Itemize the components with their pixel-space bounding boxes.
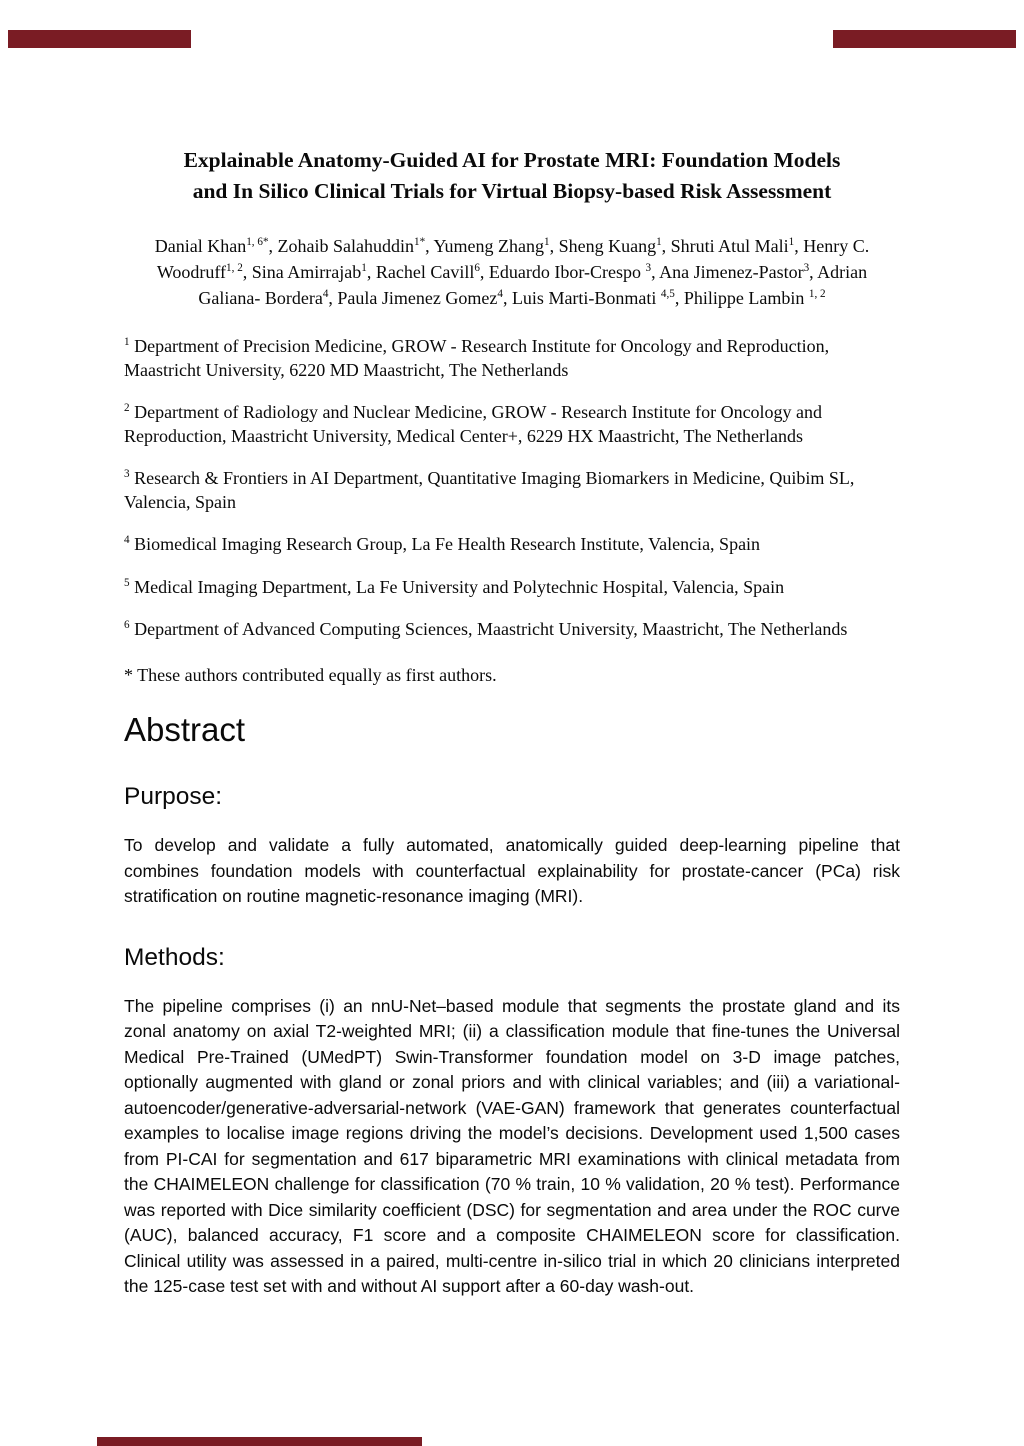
author: Luis Marti-Bonmati $^{4,5}$ bbox=[511, 288, 675, 308]
affiliation: $^5$ Medical Imaging Department, La Fe University and Polytechnic Hospital, Valencia, Spain bbox=[124, 576, 785, 597]
author: Eduardo Ibor-Crespo $^3$ bbox=[488, 262, 652, 282]
affiliation: $^3$ Research & Frontiers in AI Department, Quantitative Imaging Biomarkers in Medicine, Quibim SL, Valencia, Spain bbox=[124, 468, 855, 512]
affiliation-list bbox=[124, 335, 900, 642]
author: Sheng Kuang$^1$ bbox=[558, 236, 662, 256]
affiliation-number: 6 bbox=[124, 619, 130, 631]
affiliation: $^1$ Department of Precision Medicine, GROW - Research Institute for Oncology and Reproduction, Maastricht University, 6220 MD Maastricht, The Netherlands bbox=[124, 336, 830, 380]
affiliation-number: 5 bbox=[124, 576, 130, 589]
author-list: Danial Khan$^{1, 6*}$, Zohaib Salahuddin$^{1*}$, Yumeng Zhang$^1$, Sheng Kuang$^1$, Shruti Atul Mali$^1$, Henry C. Woodruff$^{1, 2}$, Sina Amirrajab$^1$, Rachel Cavill$^6$, Eduardo Ibor-Crespo $^3$, Ana Jimenez-Pastor$^3$, Adrian Galiana- Bordera$^4$, Paula Jimenez Gomez$^4$, Luis Marti-Bonmati $^{4,5}$, Philippe Lambin $^{1, 2}$ bbox=[154, 236, 870, 308]
author-affiliation-sup: 1, 2 bbox=[808, 288, 826, 300]
affiliation-number: 2 bbox=[124, 402, 130, 414]
affiliation: $^4$ Biomedical Imaging Research Group, La Fe Health Research Institute, Valencia, Spain bbox=[124, 534, 761, 554]
methods-paragraph: The pipeline comprises (i) an nnU-Net–based module that segments the prostate gland and its zonal anatomy on axial T2-weighted MRI; (ii) a classification module that fine-tunes the Universal Medical Pre-Trained (UMedPT) Swin-Transformer foundation model on 3-D image patches, optionally augmented with gland or zonal priors and with clinical variables; and (iii) a variational-autoencoder/generative-adversarial-network (VAE-GAN) framework that generates counterfactual examples to localise image regions driving the model’s decisions. Development used 1,500 cases from PI-CAI for segmentation and 617 biparametric MRI examinations with clinical metadata from the CHAIMELEON challenge for classification (70 % train, 10 % validation, 20 % test). Performance was reported with Dice similarity coefficient (DSC) for segmentation and area under the ROC curve (AUC), balanced accuracy, F1 score and a composite CHAIMELEON score for classification. Clinical utility was assessed in a paired, multi-centre in-silico trial in which 20 clinicians interpreted the 125-case test set with and without AI support after a 60-day wash-out. bbox=[124, 995, 900, 1296]
author-affiliation-sup: 3 bbox=[803, 262, 810, 274]
author-affiliation-sup: 1 bbox=[656, 236, 662, 248]
abstract-heading: Abstract bbox=[124, 711, 246, 748]
methods-heading: Methods: bbox=[124, 943, 225, 971]
affiliation: $^6$ Department of Advanced Computing Sciences, Maastricht University, Maastricht, The Netherlands bbox=[124, 619, 848, 639]
author: Shruti Atul Mali$^1$ bbox=[670, 236, 795, 256]
author: Danial Khan$^{1, 6*}$ bbox=[154, 236, 269, 256]
author-affiliation-sup: 3 bbox=[645, 262, 652, 274]
author-affiliation-sup: 1 bbox=[544, 236, 550, 248]
affiliation-number: 1 bbox=[124, 336, 130, 348]
affiliation-number: 4 bbox=[124, 534, 130, 546]
equal-contribution-note: * These authors contributed equally as first authors. bbox=[124, 664, 497, 685]
author-affiliation-sup: 1, 2 bbox=[226, 262, 243, 274]
author: Ana Jimenez-Pastor$^3$ bbox=[659, 262, 810, 282]
paper-title-line-1: Explainable Anatomy-Guided AI for Prostate MRI: Foundation Models bbox=[183, 148, 841, 172]
author: Adrian Galiana- Bordera$^4$ bbox=[198, 262, 868, 308]
author: Paula Jimenez Gomez$^4$ bbox=[337, 288, 503, 308]
author-affiliation-sup: 4 bbox=[322, 288, 329, 300]
author-affiliation-sup: 4,5 bbox=[660, 288, 675, 300]
author: Zohaib Salahuddin$^{1*}$ bbox=[277, 236, 426, 256]
affiliation: $^2$ Department of Radiology and Nuclear Medicine, GROW - Research Institute for Oncology and Reproduction, Maastricht University, Medical Center+, 6229 HX Maastricht, The Netherlands bbox=[124, 402, 823, 446]
purpose-heading: Purpose: bbox=[124, 783, 223, 810]
author-affiliation-sup: 1, 6* bbox=[246, 236, 269, 248]
author: Rachel Cavill$^6$ bbox=[375, 262, 480, 282]
affiliation-number: 3 bbox=[124, 468, 130, 480]
author: Sina Amirrajab$^1$ bbox=[251, 262, 367, 282]
paper-title bbox=[124, 145, 900, 207]
author-affiliation-sup: 4 bbox=[497, 288, 503, 300]
paper-title-line-2: and In Silico Clinical Trials for Virtual Biopsy-based Risk Assessment bbox=[192, 179, 832, 203]
author-affiliation-sup: 1* bbox=[414, 236, 426, 248]
redaction-bar-bottom bbox=[97, 1437, 422, 1446]
purpose-paragraph: To develop and validate a fully automated, anatomically guided deep-learning pipeline that combines foundation models with counterfactual explainability for prostate-cancer (PCa) risk stratification on routine magnetic-resonance imaging (MRI). bbox=[124, 835, 900, 906]
author: Philippe Lambin $^{1, 2}$ bbox=[683, 288, 826, 308]
author: Henry C. Woodruff$^{1, 2}$ bbox=[156, 236, 870, 282]
author: Yumeng Zhang$^1$ bbox=[433, 236, 550, 256]
author-affiliation-sup: 1 bbox=[788, 236, 795, 248]
author-affiliation-sup: 1 bbox=[361, 262, 367, 274]
author-affiliation-sup: 6 bbox=[474, 262, 480, 274]
